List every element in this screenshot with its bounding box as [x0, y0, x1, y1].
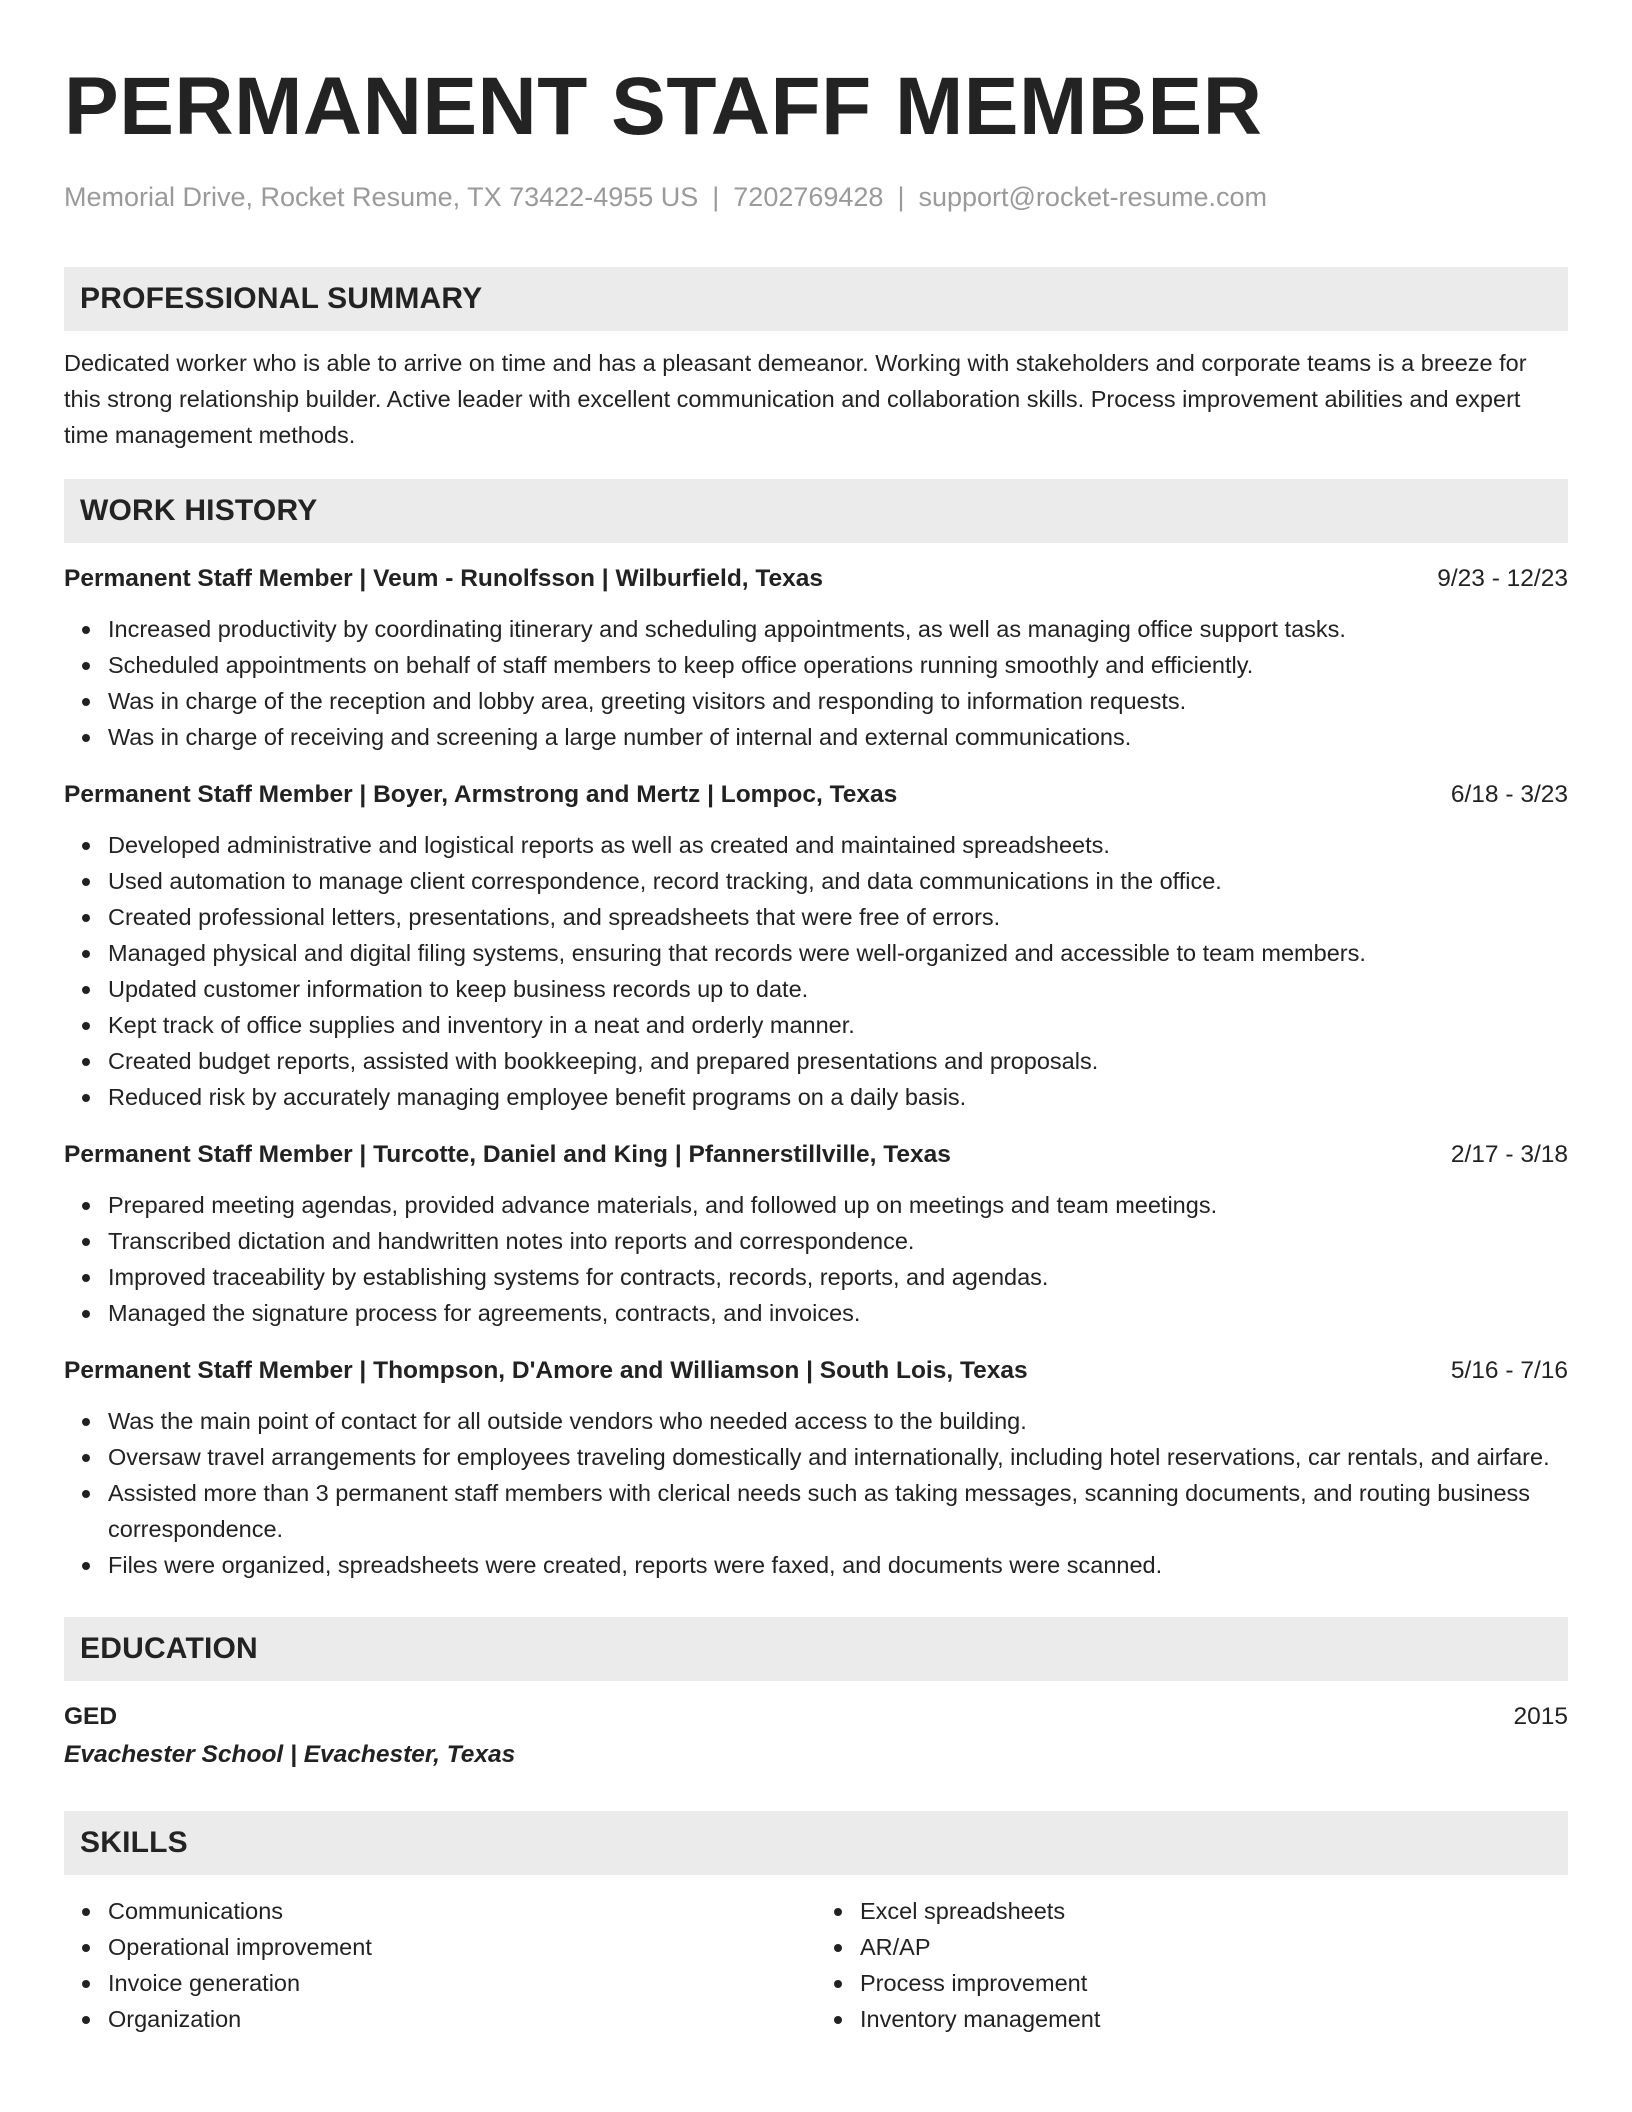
job-bullets — [64, 1403, 1568, 1583]
job-header — [64, 777, 1568, 813]
skill-item: Inventory management — [860, 2001, 1568, 2037]
job-dates: 6/18 - 3/23 — [1450, 781, 1568, 808]
job-bullet: Increased productivity by coordinating itinerary and scheduling appointments, as well as managing office support tasks. — [108, 611, 1568, 647]
contact-line — [64, 182, 1568, 213]
job-header — [64, 1353, 1568, 1389]
skills-column-left — [64, 1893, 816, 2037]
summary-text: Dedicated worker who is able to arrive on time and has a pleasant demeanor. Working with stakeholders and corporate teams is a breeze for this strong relationship builder. Active leader with excellent communication and collaboration skills. Process improvement abilities and expert time management methods. — [64, 350, 1527, 448]
page-title: PERMANENT STAFF MEMBER — [64, 61, 1263, 152]
contact-separator: | — [712, 182, 720, 212]
skill-item: Excel spreadsheets — [860, 1893, 1568, 1929]
skills-list — [64, 1893, 1568, 2037]
job-bullet: Created budget reports, assisted with bookkeeping, and prepared presentations and proposals. — [108, 1043, 1568, 1079]
job-bullet: Managed the signature process for agreements, contracts, and invoices. — [108, 1295, 1568, 1331]
job-bullet: Prepared meeting agendas, provided advance materials, and followed up on meetings and team meetings. — [108, 1187, 1568, 1223]
job-bullet: Improved traceability by establishing systems for contracts, records, reports, and agendas. — [108, 1259, 1568, 1295]
job-entry — [64, 1353, 1568, 1583]
job-entry — [64, 777, 1568, 1115]
job-title: Permanent Staff Member | Turcotte, Daniel and King | Pfannerstillville, Texas — [64, 1141, 951, 1168]
job-bullet: Updated customer information to keep business records up to date. — [108, 971, 1568, 1007]
job-dates: 5/16 - 7/16 — [1450, 1357, 1568, 1384]
summary-heading: PROFESSIONAL SUMMARY — [64, 267, 1568, 331]
job-bullet: Was the main point of contact for all outside vendors who needed access to the building. — [108, 1403, 1568, 1439]
skill-item: Communications — [108, 1893, 816, 1929]
job-bullet: Scheduled appointments on behalf of staff members to keep office operations running smoothly and efficiently. — [108, 647, 1568, 683]
job-bullets — [64, 827, 1568, 1115]
education-heading: EDUCATION — [64, 1617, 1568, 1681]
job-bullet: Developed administrative and logistical reports as well as created and maintained spreadsheets. — [108, 827, 1568, 863]
job-bullet: Used automation to manage client correspondence, record tracking, and data communications in the office. — [108, 863, 1568, 899]
skill-item: AR/AP — [860, 1929, 1568, 1965]
job-bullet: Was in charge of the reception and lobby area, greeting visitors and responding to information requests. — [108, 683, 1568, 719]
skills-column-right — [816, 1893, 1568, 2037]
job-bullet: Created professional letters, presentations, and spreadsheets that were free of errors. — [108, 899, 1568, 935]
job-bullet: Kept track of office supplies and inventory in a neat and orderly manner. — [108, 1007, 1568, 1043]
skill-item: Operational improvement — [108, 1929, 816, 1965]
job-bullet: Reduced risk by accurately managing employee benefit programs on a daily basis. — [108, 1079, 1568, 1115]
job-entry — [64, 561, 1568, 755]
contact-address: Memorial Drive, Rocket Resume, TX 73422-4955 US — [64, 182, 699, 212]
job-bullets — [64, 1187, 1568, 1331]
job-bullet: Managed physical and digital filing systems, ensuring that records were well-organized and accessible to team members. — [108, 935, 1568, 971]
skill-item: Invoice generation — [108, 1965, 816, 2001]
job-dates: 9/23 - 12/23 — [1437, 565, 1568, 592]
job-bullet: Files were organized, spreadsheets were created, reports were faxed, and documents were scanned. — [108, 1547, 1568, 1583]
education-school: Evachester School | Evachester, Texas — [64, 1741, 516, 1768]
job-bullet: Oversaw travel arrangements for employees traveling domestically and internationally, including hotel reservations, car rentals, and airfare. — [108, 1439, 1568, 1475]
job-entry — [64, 1137, 1568, 1331]
job-header — [64, 561, 1568, 597]
education-year: 2015 — [1513, 1703, 1568, 1730]
job-title: Permanent Staff Member | Boyer, Armstrong and Mertz | Lompoc, Texas — [64, 781, 898, 808]
skill-item: Process improvement — [860, 1965, 1568, 2001]
contact-phone: 7202769428 — [733, 182, 884, 212]
job-title: Permanent Staff Member | Thompson, D'Amore and Williamson | South Lois, Texas — [64, 1357, 1028, 1384]
job-header — [64, 1137, 1568, 1173]
education-degree: GED — [64, 1703, 118, 1730]
work-history-heading: WORK HISTORY — [64, 479, 1568, 543]
job-bullet: Was in charge of receiving and screening a large number of internal and external communications. — [108, 719, 1568, 755]
skill-item: Organization — [108, 2001, 816, 2037]
job-dates: 2/17 - 3/18 — [1450, 1141, 1568, 1168]
job-bullet: Transcribed dictation and handwritten notes into reports and correspondence. — [108, 1223, 1568, 1259]
job-title: Permanent Staff Member | Veum - Runolfsson | Wilburfield, Texas — [64, 565, 824, 592]
contact-email[interactable]: support@rocket-resume.com — [918, 182, 1267, 212]
job-bullet: Assisted more than 3 permanent staff members with clerical needs such as taking messages, scanning documents, and routing business correspondence. — [108, 1475, 1568, 1547]
contact-separator: | — [897, 182, 905, 212]
education-entry — [64, 1699, 1568, 1735]
skills-heading: SKILLS — [64, 1811, 1568, 1875]
job-bullets — [64, 611, 1568, 755]
